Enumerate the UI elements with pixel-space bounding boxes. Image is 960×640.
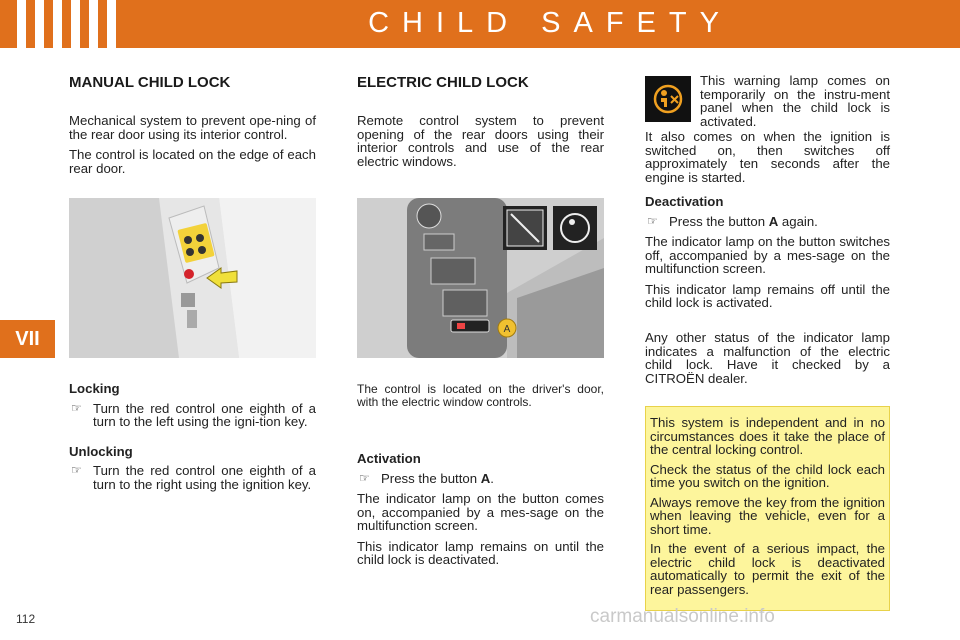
lamp-text: This warning lamp comes on temporarily on the instru-ment panel when the child lock is activated. (700, 73, 890, 129)
page-number: 112 (16, 612, 36, 626)
locking-step (69, 402, 316, 429)
lamp-text-block (700, 74, 890, 135)
locking-step-text: Turn the red control one eighth of a turn to the left using the igni-tion key. (93, 400, 316, 429)
deactivation-title: Deactivation (645, 194, 724, 209)
unlocking-step (69, 464, 316, 491)
activation-paragraph: The indicator lamp on the button comes on, accompanied by a mes-sage on the multifunction screen. (357, 491, 604, 533)
activation-button-ref: A (480, 470, 491, 486)
pointing-hand-icon: ☞ (359, 470, 370, 485)
unlocking-title: Unlocking (69, 443, 133, 459)
deactivation-paragraph: This indicator lamp remains off until the child lock is activated. (645, 281, 890, 310)
manual-intro (69, 114, 316, 182)
unlocking-step-text: Turn the red control one eighth of a turn to the right using the ignition key. (93, 463, 316, 492)
electric-caption (357, 383, 604, 415)
window-controls-illustration (357, 198, 604, 358)
manual-heading: MANUAL CHILD LOCK (69, 74, 231, 91)
locking-title: Locking (69, 381, 120, 396)
deactivation-button-ref: A (768, 213, 779, 229)
button-a-label: A (503, 324, 511, 335)
ignition-text: It also comes on when the ignition is switched on, then switches off approximately ten seconds after the engine is started. (645, 129, 890, 185)
deactivation-step (645, 215, 890, 229)
pointing-hand-icon: ☞ (71, 400, 82, 415)
child-lock-warning-icon (645, 76, 691, 122)
note-paragraph: Check the status of the child lock each time you switch on the ignition. (650, 461, 885, 490)
pointing-hand-icon: ☞ (71, 463, 82, 477)
activation-step (357, 472, 604, 486)
deactivation-paragraph: The indicator lamp on the button switches off, accompanied by a mes-sage on the multifunction screen. (645, 234, 890, 276)
note-paragraph: Always remove the key from the ignition when leaving the vehicle, even for a short time. (650, 494, 885, 537)
chapter-tab: VII (0, 320, 55, 358)
malfunction-block (645, 331, 890, 392)
note-box (645, 406, 890, 611)
rear-door-illustration (69, 198, 316, 358)
activation-paragraph: This indicator lamp remains on until the child lock is deactivated. (357, 538, 604, 567)
pointing-hand-icon: ☞ (647, 213, 658, 228)
right-column (645, 130, 890, 317)
page-header (0, 0, 960, 48)
activation-section (357, 452, 604, 574)
page-title: CHILD SAFETY (368, 7, 732, 39)
driver-door-photo (357, 198, 604, 358)
manual-intro-paragraph: Mechanical system to prevent ope-ning of the rear door using its interior control. (69, 113, 316, 142)
deactivation-step-suffix: again. (778, 213, 818, 229)
activation-step-prefix: Press the button (381, 470, 481, 486)
activation-step-suffix: . (490, 470, 494, 486)
deactivation-step-prefix: Press the button (669, 213, 769, 229)
manual-intro-paragraph: The control is located on the edge of each rear door. (69, 147, 316, 176)
electric-intro-paragraph: Remote control system to prevent opening of the rear doors using their interior controls and use of the rear electric windows. (357, 113, 604, 169)
electric-caption-text: The control is located on the driver's door, with the electric window controls. (357, 382, 604, 409)
activation-title: Activation (357, 451, 421, 466)
electric-heading: ELECTRIC CHILD LOCK (357, 74, 529, 91)
note-paragraph: In the event of a serious impact, the electric child lock is deactivated automatically to permit the exit of the rear passengers. (650, 541, 885, 597)
rear-door-photo (69, 198, 316, 358)
note-paragraph: This system is independent and in no circumstances does it take the place of the central locking control. (650, 415, 885, 457)
watermark: carmanualsonline.info (590, 606, 775, 627)
electric-intro (357, 114, 604, 175)
locking-section (69, 382, 316, 498)
malfunction-text: Any other status of the indicator lamp indicates a malfunction of the electric child lock. Have it checked by a CITROËN dealer. (645, 330, 890, 386)
